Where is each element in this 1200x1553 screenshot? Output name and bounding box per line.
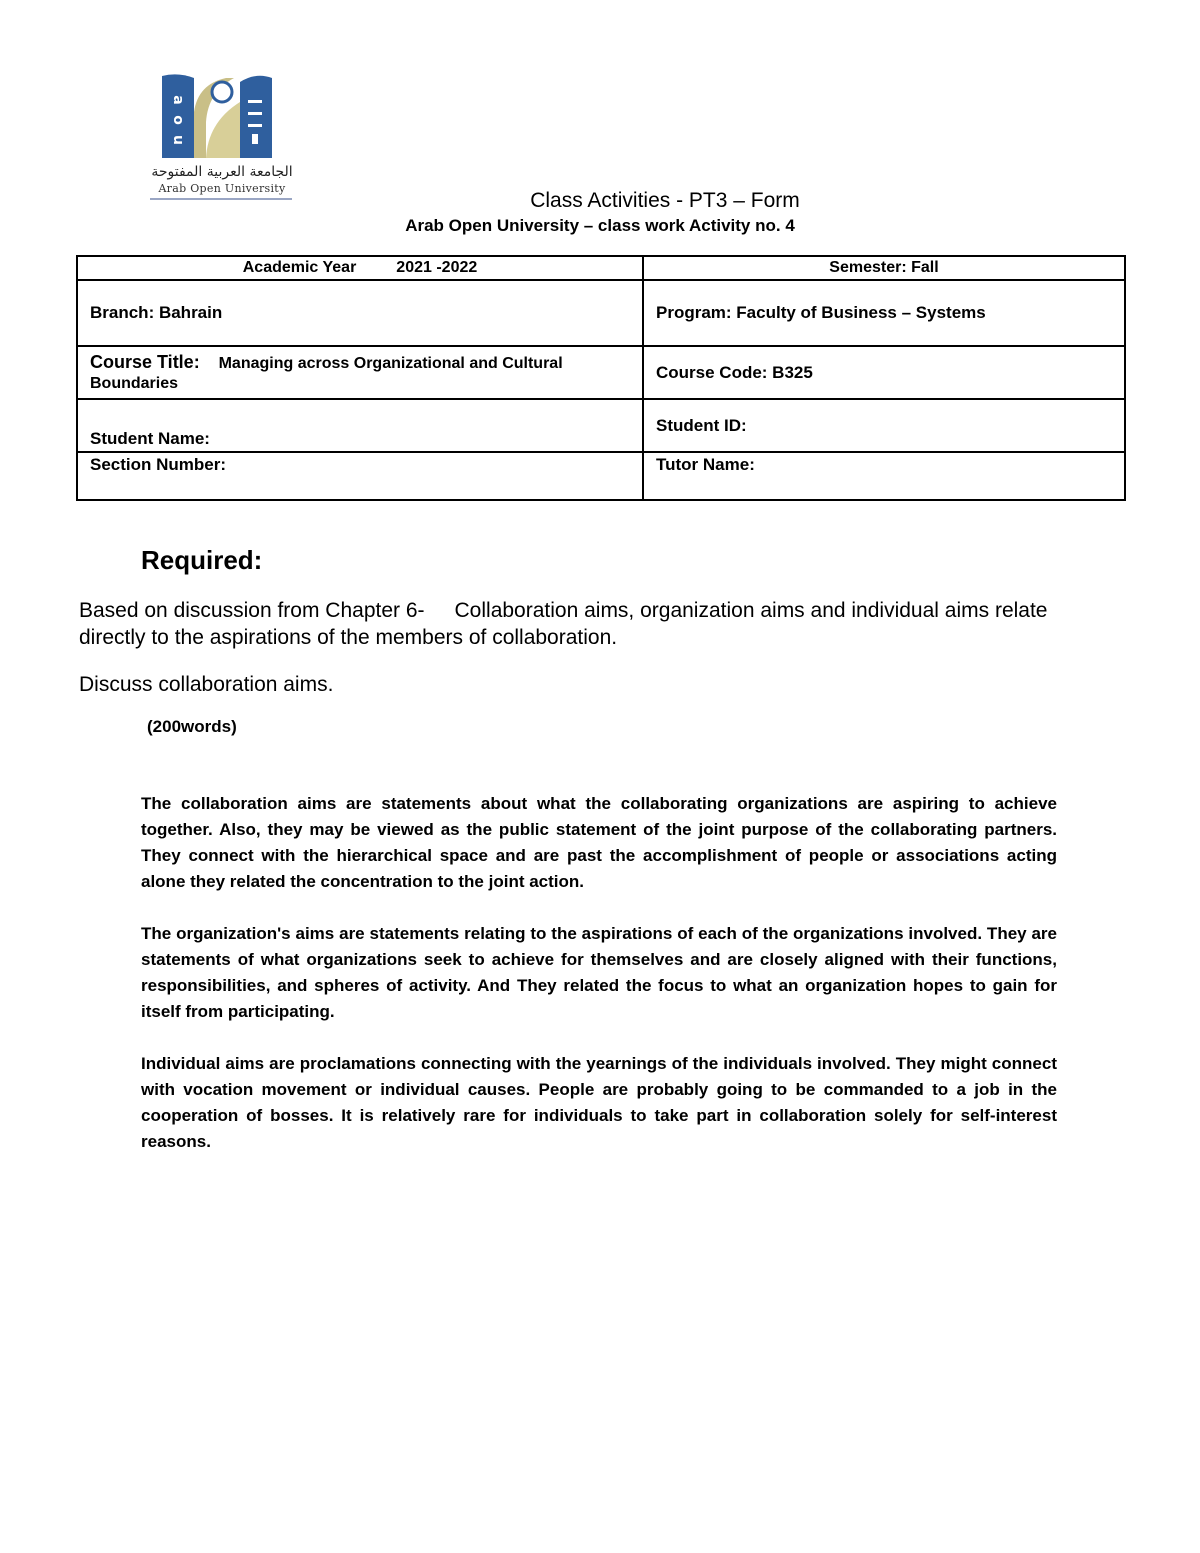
required-heading: Required: xyxy=(141,545,263,575)
logo-english-name: Arab Open University xyxy=(158,182,286,195)
program-cell: Program: Faculty of Business – Systems xyxy=(643,280,1125,346)
course-code-cell: Course Code: B325 xyxy=(643,346,1125,399)
task-text: Discuss collaboration aims. xyxy=(79,673,334,696)
page-subtitle: Arab Open University – class work Activity no. 4 xyxy=(405,216,795,235)
semester-cell: Semester: Fall xyxy=(643,256,1125,280)
answer-body xyxy=(141,791,1057,1181)
course-title-label: Course Title: xyxy=(90,352,200,372)
logo-arabic-name: الجامعة العربية المفتوحة xyxy=(151,164,293,180)
student-name-cell[interactable]: Student Name: xyxy=(77,399,643,452)
student-id-cell[interactable]: Student ID: xyxy=(643,399,1125,452)
table-row xyxy=(77,452,1125,500)
course-title-cell xyxy=(77,346,643,399)
course-title-value: Managing across Organizational and Cultural Boundaries xyxy=(90,355,563,392)
logo-underline xyxy=(150,198,292,200)
academic-year-label: Academic Year xyxy=(242,259,357,276)
academic-year-value: 2021 -2022 xyxy=(396,259,478,276)
logo-letter-o: o xyxy=(170,115,186,125)
table-row xyxy=(77,399,1125,452)
answer-paragraph: Individual aims are proclamations connecting with the yearnings of the individuals involved. They might connect with vocation movement or individual causes. People are probably going to be commanded to a job in the cooperation of bosses. It is relatively rare for individuals to take part in collaboration solely for self-interest reasons. xyxy=(141,1054,1057,1151)
answer-paragraph: The collaboration aims are statements about what the collaborating organizations are aspiring to achieve together. Also, they may be viewed as the public statement of the joint purpose of the collaborating partners. They connect with the hierarchical space and are past the accomplishment of people or associations acting alone they related the concentration to the joint action. xyxy=(141,794,1057,891)
aou-logo-emblem xyxy=(148,72,296,162)
logo-letter-u: u xyxy=(170,135,186,145)
academic-year-cell xyxy=(77,256,643,280)
branch-cell: Branch: Bahrain xyxy=(77,280,643,346)
student-info-table xyxy=(76,255,1126,501)
answer-paragraph: The organization's aims are statements relating to the aspirations of each of the organizations involved. They are statements of what organizations seek to achieve for themselves and are closely aligned with their functions, responsibilities, and spheres of activity. And They related the focus to what an organization hopes to gain for itself from participating. xyxy=(141,924,1057,1021)
table-row xyxy=(77,346,1125,399)
table-row xyxy=(77,256,1125,280)
table-row xyxy=(77,280,1125,346)
tutor-name-cell[interactable]: Tutor Name: xyxy=(643,452,1125,500)
university-logo xyxy=(148,72,296,204)
logo-letter-a: a xyxy=(170,95,186,105)
section-number-cell[interactable]: Section Number: xyxy=(77,452,643,500)
question-part-2: Collaboration aims, organization aims and individual aims relate directly to the aspirations of the members of collaboration. xyxy=(79,599,1048,649)
question-part-1: Based on discussion from Chapter 6- xyxy=(79,599,425,622)
question-text xyxy=(79,597,1079,651)
page-title: Class Activities - PT3 – Form xyxy=(530,189,800,212)
word-count: (200words) xyxy=(147,717,237,736)
